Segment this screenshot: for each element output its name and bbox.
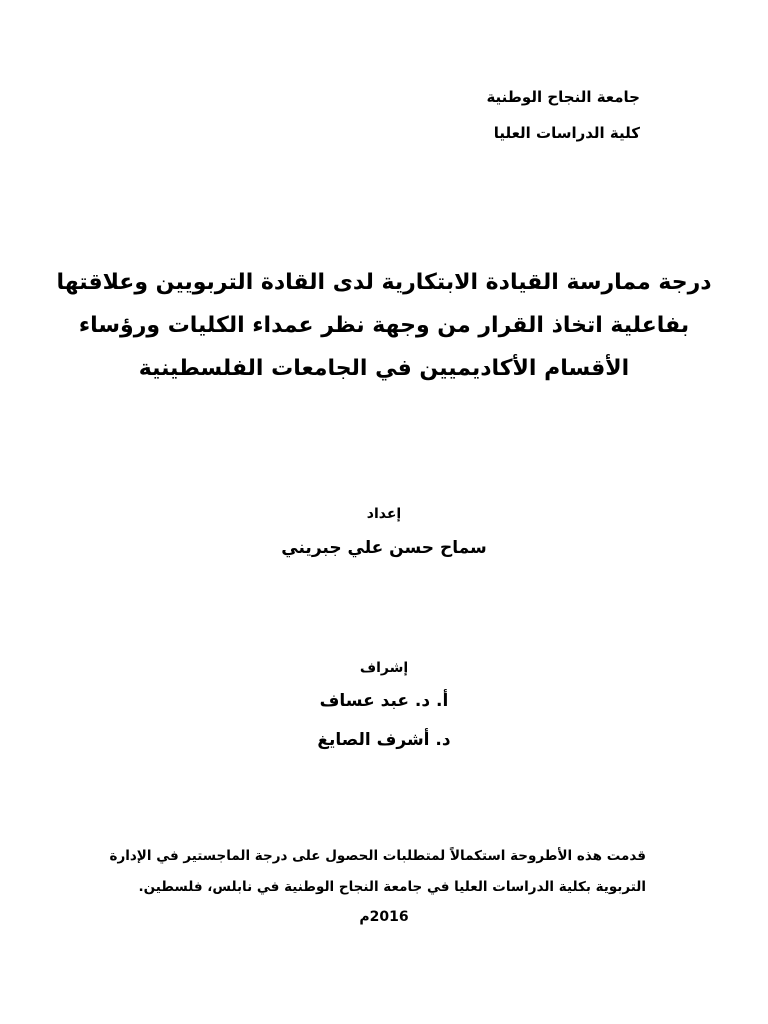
thesis-title-line-3: الأقسام الأكاديميين في الجامعات الفلسطينية: [138, 356, 630, 381]
thesis-title-line-2: بفاعلية اتخاذ القرار من وجهة نظر عمداء الكليات ورؤساء: [78, 313, 690, 338]
thesis-title-line-1: درجة ممارسة القيادة الابتكارية لدى القادة التربويين وعلاقتها: [56, 270, 712, 295]
university-name: جامعة النجاح الوطنية: [486, 88, 640, 106]
supervisor-2: د. أشرف الصايغ: [317, 730, 451, 750]
submission-statement-line-1: قدمت هذه الأطروحة استكمالاً لمتطلبات الحصول على درجة الماجستير في الإدارة: [109, 848, 646, 864]
author-name: سماح حسن علي جبريني: [281, 538, 487, 558]
submission-statement-line-2: التربوية بكلية الدراسات العليا في جامعة النجاح الوطنية في نابلس، فلسطين.: [138, 879, 646, 895]
supervisor-1: أ. د. عبد عساف: [319, 691, 449, 711]
faculty-name: كلية الدراسات العليا: [493, 124, 640, 142]
prepared-by-label: إعداد: [366, 506, 402, 522]
submission-year: 2016م: [359, 909, 409, 925]
supervision-label: إشراف: [359, 660, 409, 676]
